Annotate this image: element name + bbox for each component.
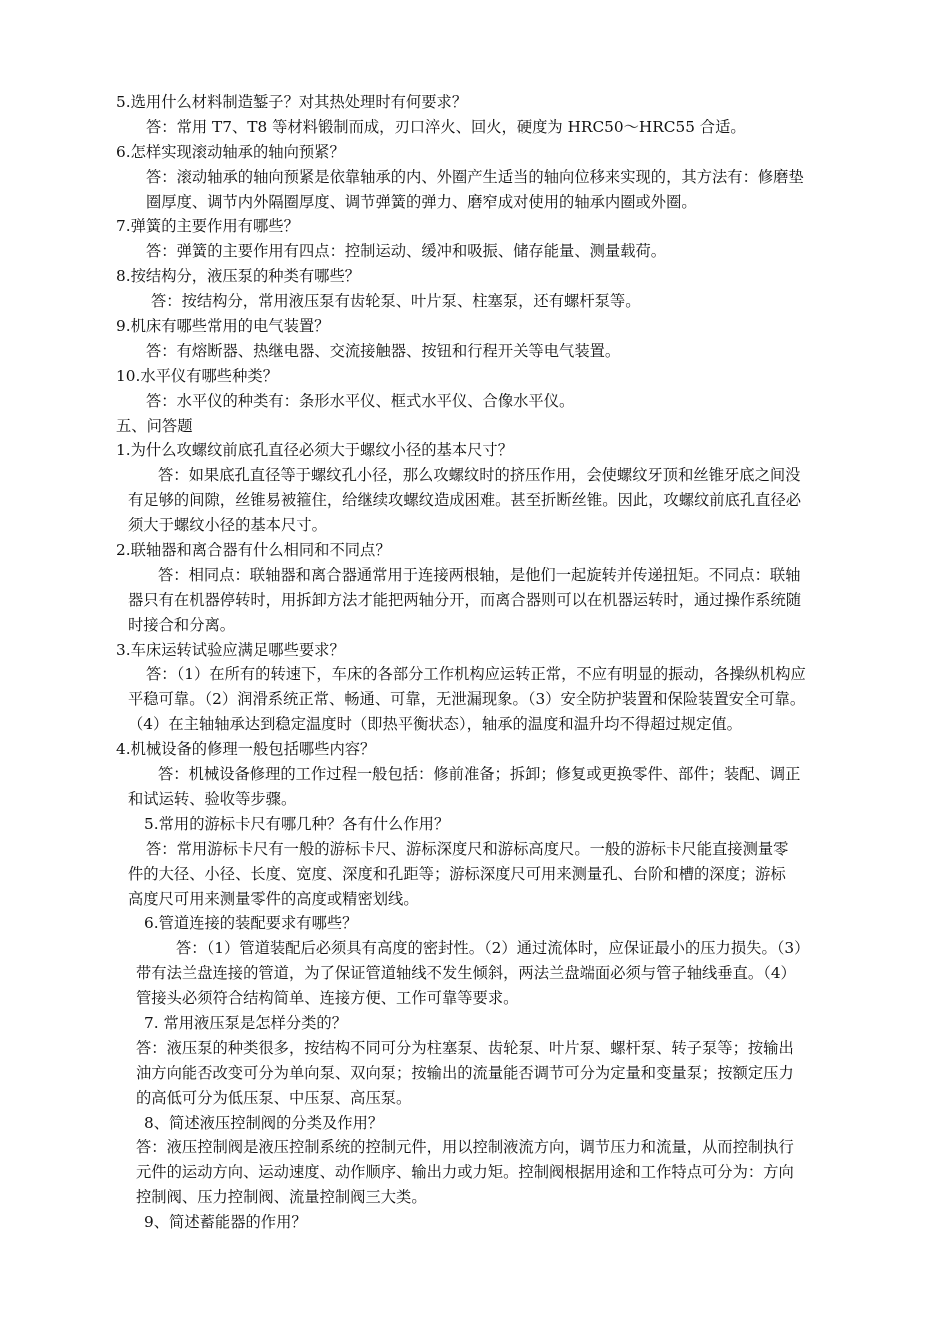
text-line: 5.选用什么材料制造錾子？对其热处理时有何要求？ xyxy=(116,93,468,111)
text-line: 油方向能否改变可分为单向泵、双向泵；按输出的流量能否调节可分为定量和变量泵；按额定压力 xyxy=(136,1063,794,1082)
text-line: 3.车床运转试验应满足哪些要求？ xyxy=(116,640,345,659)
text-line: 须大于螺纹小径的基本尺寸。 xyxy=(128,516,327,535)
text-line: 答：有熔断器、热继电器、交流接触器、按钮和行程开关等电气装置。 xyxy=(146,341,621,360)
text-line: 5.常用的游标卡尺有哪几种？各有什么作用？ xyxy=(144,814,450,833)
text-line: 9.机床有哪些常用的电气装置？ xyxy=(116,317,330,336)
text-line: 答：机械设备修理的工作过程一般包括：修前准备；拆卸；修复或更换零件、部件；装配、调正 xyxy=(158,765,801,784)
text-line: 答：液压泵的种类很多，按结构不同可分为柱塞泵、齿轮泵、叶片泵、螺杆泵、转子泵等；按输出 xyxy=(136,1038,794,1057)
text-line: 的高低可分为低压泵、中压泵、高压泵。 xyxy=(136,1088,412,1107)
text-line: 10.水平仪有哪些种类？ xyxy=(116,366,278,385)
text-line: 五、问答题 xyxy=(116,416,193,435)
text-line: 件的大径、小径、长度、宽度、深度和孔距等；游标深度尺可用来测量孔、台阶和槽的深度；游标 xyxy=(128,864,786,883)
text-line: 8、简述液压控制阀的分类及作用？ xyxy=(144,1113,384,1132)
text-line: 有足够的间隙，丝锥易被箍住，给继续攻螺纹造成困难。甚至折断丝锥。因此，攻螺纹前底孔直径必 xyxy=(128,491,802,510)
text-line: 8.按结构分，液压泵的种类有哪些？ xyxy=(116,267,361,286)
text-line: 答：（1）在所有的转速下，车床的各部分工作机构应运转正常，不应有明显的振动，各操纵机构应 xyxy=(146,665,806,684)
text-line: （4）在主轴轴承达到稳定温度时（即热平衡状态），轴承的温度和温升均不得超过规定值。 xyxy=(128,715,742,734)
text-line: 2.联轴器和离合器有什么相同和不同点？ xyxy=(116,541,391,560)
text-line: 答：水平仪的种类有：条形水平仪、框式水平仪、合像水平仪。 xyxy=(146,391,575,410)
text-line: 答：常用 T7、T8 等材料锻制而成，刃口淬火、回火，硬度为 HRC50～HRC55 合适。 xyxy=(146,117,746,136)
document-body xyxy=(116,90,861,1235)
text-line: 6.管道连接的装配要求有哪些？ xyxy=(144,914,358,933)
text-line: 6.怎样实现滚动轴承的轴向预紧？ xyxy=(116,142,345,161)
text-line: 4.机械设备的修理一般包括哪些内容？ xyxy=(116,740,376,759)
text-line: 和试运转、验收等步骤。 xyxy=(128,789,297,808)
text-line: 带有法兰盘连接的管道，为了保证管道轴线不发生倾斜，两法兰盘端面必须与管子轴线垂直。（4） xyxy=(136,964,796,983)
text-line: 管接头必须符合结构简单、连接方便、工作可靠等要求。 xyxy=(136,989,519,1008)
text-line: 时接合和分离。 xyxy=(128,615,236,634)
text-line: 答：弹簧的主要作用有四点：控制运动、缓冲和吸振、储存能量、测量载荷。 xyxy=(146,242,667,261)
text-line: 1.为什么攻螺纹前底孔直径必须大于螺纹小径的基本尺寸？ xyxy=(116,441,514,460)
text-line: 7.弹簧的主要作用有哪些？ xyxy=(116,217,299,236)
text-line: 答：滚动轴承的轴向预紧是依靠轴承的内、外圈产生适当的轴向位移来实现的，其方法有：修磨垫 xyxy=(146,167,804,186)
text-line: 平稳可靠。（2）润滑系统正常、畅通、可靠，无泄漏现象。（3）安全防护装置和保险装置安全可靠。 xyxy=(128,690,806,709)
text-line: 圈厚度、调节内外隔圈厚度、调节弹簧的弹力、磨窄成对使用的轴承内圈或外圈。 xyxy=(146,192,697,211)
text-line: 控制阀、压力控制阀、流量控制阀三大类。 xyxy=(136,1188,427,1207)
text-line: 答：（1）管道装配后必须具有高度的密封性。（2）通过流体时，应保证最小的压力损失。（3） xyxy=(176,939,810,958)
text-line: 9、简述蓄能器的作用？ xyxy=(144,1213,307,1232)
text-line: 答：相同点：联轴器和离合器通常用于连接两根轴，是他们一起旋转并传递扭矩。不同点：联轴 xyxy=(158,565,801,584)
text-line: 答：按结构分，常用液压泵有齿轮泵、叶片泵、柱塞泵，还有螺杆泵等。 xyxy=(151,292,641,311)
text-line: 答：如果底孔直径等于螺纹孔小径，那么攻螺纹时的挤压作用，会使螺纹牙顶和丝锥牙底之间没 xyxy=(158,466,801,485)
text-line: 7. 常用液压泵是怎样分类的？ xyxy=(144,1013,348,1032)
text-line: 器只有在机器停转时，用拆卸方法才能把两轴分开，而离合器则可以在机器运转时，通过操作系统随 xyxy=(128,590,802,609)
text-line: 高度尺可用来测量零件的高度或精密划线。 xyxy=(128,889,419,908)
text-line: 元件的运动方向、运动速度、动作顺序、输出力或力矩。控制阀根据用途和工作特点可分为：方向 xyxy=(136,1163,794,1182)
text-line: 答：常用游标卡尺有一般的游标卡尺、游标深度尺和游标高度尺。一般的游标卡尺能直接测量零 xyxy=(146,839,789,858)
text-line: 答：液压控制阀是液压控制系统的控制元件，用以控制液流方向，调节压力和流量，从而控制执行 xyxy=(136,1138,794,1157)
